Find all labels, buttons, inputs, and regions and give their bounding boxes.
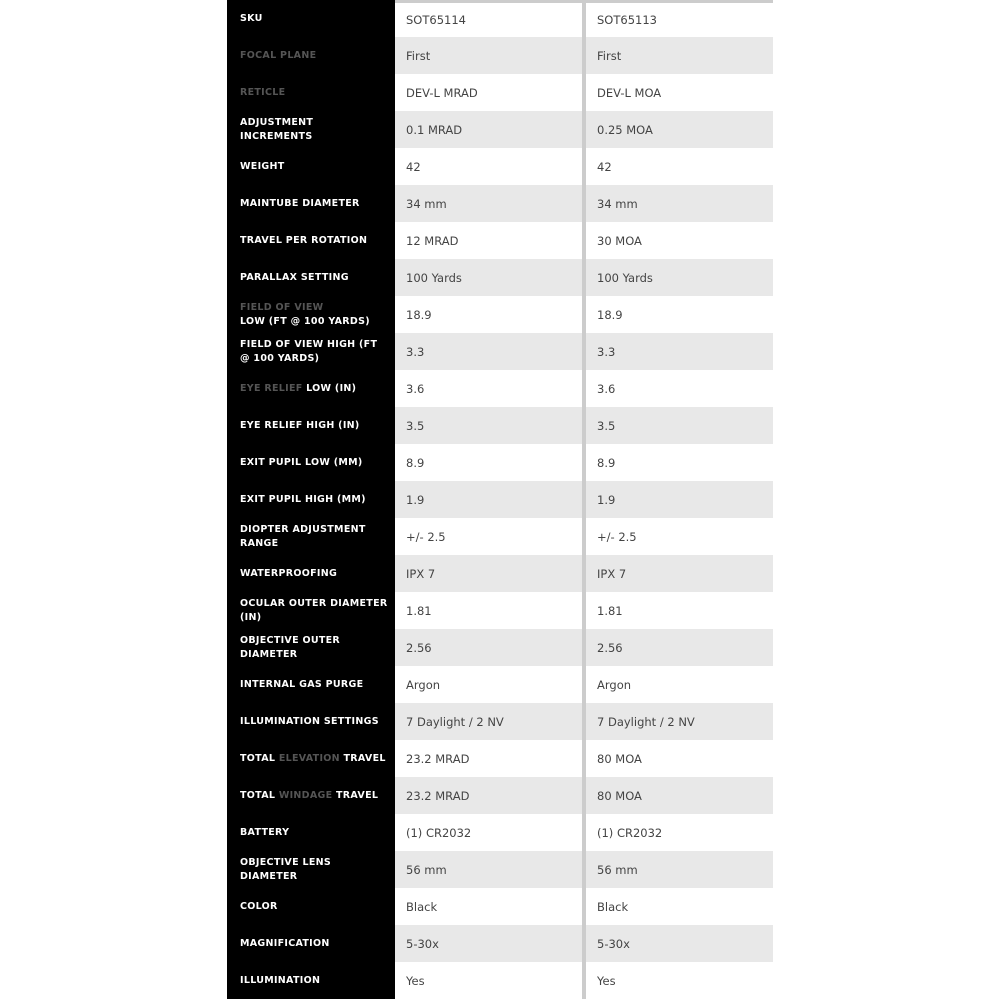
spec-value-sot65113: 100 Yards	[597, 270, 653, 285]
spec-label	[227, 185, 395, 222]
spec-label-part: OCULAR OUTER DIAMETER (IN)	[240, 597, 388, 623]
table-row	[227, 481, 773, 518]
spec-label-part: OBJECTIVE OUTER DIAMETER	[240, 634, 341, 660]
table-row	[227, 0, 773, 37]
spec-label	[227, 962, 395, 999]
spec-value-sot65114: SOT65114	[395, 0, 582, 37]
spec-value-sot65114: 23.2 MRAD	[406, 751, 470, 766]
table-row	[227, 851, 773, 888]
spec-label-part: TOTAL	[240, 752, 279, 764]
table-row	[227, 962, 773, 999]
spec-label	[227, 148, 395, 185]
spec-label-part: WEIGHT	[240, 160, 285, 172]
spec-label-part: FIELD OF VIEW	[240, 301, 324, 313]
table-row	[227, 888, 773, 925]
spec-value-sot65113: 30 MOA	[597, 233, 642, 248]
spec-comparison-table	[227, 0, 773, 999]
spec-label-part: LOW (IN)	[302, 382, 357, 394]
spec-value-sot65113: DEV-L MOA	[597, 85, 662, 100]
spec-label	[227, 481, 395, 518]
spec-value-sot65113: 42	[597, 159, 612, 174]
table-row	[227, 222, 773, 259]
spec-label	[227, 518, 395, 555]
spec-value-sot65114: 2.56	[406, 640, 432, 655]
spec-label	[227, 555, 395, 592]
table-row	[227, 148, 773, 185]
spec-label	[227, 259, 395, 296]
spec-label	[227, 666, 395, 703]
spec-value-sot65114: 1.81	[406, 603, 432, 618]
spec-value-sot65114: IPX 7	[406, 566, 436, 581]
spec-value-sot65113: 1.81	[597, 603, 623, 618]
spec-value-sot65114: 0.1 MRAD	[406, 122, 463, 137]
spec-label	[227, 296, 395, 333]
spec-label	[227, 74, 395, 111]
spec-value-sot65113: 80 MOA	[597, 751, 642, 766]
spec-label-part: LOW (FT @ 100 YARDS)	[240, 315, 370, 327]
spec-label	[227, 370, 395, 407]
table-row	[227, 259, 773, 296]
spec-label-part: FOCAL PLANE	[240, 49, 317, 61]
spec-value-sot65113: 34 mm	[597, 196, 638, 211]
spec-label-part: SKU	[240, 12, 263, 24]
table-row	[227, 333, 773, 370]
spec-value-sot65113: 8.9	[597, 455, 616, 470]
spec-label	[227, 0, 395, 37]
spec-value-sot65114: First	[406, 48, 431, 63]
spec-label-part: OBJECTIVE LENS DIAMETER	[240, 856, 332, 882]
spec-value-sot65113: First	[597, 48, 622, 63]
spec-label-part: MAGNIFICATION	[240, 937, 330, 949]
table-row	[227, 111, 773, 148]
table-row	[227, 814, 773, 851]
spec-value-sot65113: 56 mm	[597, 862, 638, 877]
table-row	[227, 370, 773, 407]
spec-value-sot65114: Argon	[406, 677, 441, 692]
table-row	[227, 740, 773, 777]
spec-label	[227, 703, 395, 740]
table-row	[227, 37, 773, 74]
spec-label-part: TRAVEL	[332, 789, 379, 801]
spec-value-sot65114: 1.9	[406, 492, 425, 507]
spec-label	[227, 111, 395, 148]
spec-value-sot65113: IPX 7	[597, 566, 627, 581]
table-row	[227, 185, 773, 222]
spec-value-sot65114: 12 MRAD	[406, 233, 459, 248]
spec-value-sot65113: 3.6	[597, 381, 616, 396]
spec-value-sot65113: (1) CR2032	[597, 825, 663, 840]
spec-value-sot65114: 3.6	[406, 381, 425, 396]
spec-value-sot65114: DEV-L MRAD	[406, 85, 478, 100]
spec-label	[227, 407, 395, 444]
spec-label-part: MAINTUBE DIAMETER	[240, 197, 360, 209]
spec-label-part: TRAVEL	[339, 752, 386, 764]
spec-value-sot65114: (1) CR2032	[406, 825, 472, 840]
spec-value-sot65114: 3.5	[406, 418, 425, 433]
table-row	[227, 407, 773, 444]
spec-value-sot65113: Yes	[597, 973, 616, 988]
spec-value-sot65114: 18.9	[406, 307, 432, 322]
spec-label	[227, 740, 395, 777]
spec-label	[227, 222, 395, 259]
spec-label-part: RETICLE	[240, 86, 286, 98]
spec-label	[227, 37, 395, 74]
spec-value-sot65114: Black	[406, 899, 438, 914]
spec-label-part: EYE RELIEF HIGH (IN)	[240, 419, 360, 431]
spec-label	[227, 592, 395, 629]
table-row	[227, 703, 773, 740]
spec-label-part: TRAVEL PER ROTATION	[240, 234, 368, 246]
spec-value-sot65113: 7 Daylight / 2 NV	[597, 714, 695, 729]
table-row	[227, 296, 773, 333]
spec-label-part: INTERNAL GAS PURGE	[240, 678, 364, 690]
spec-label-part: ADJUSTMENT INCREMENTS	[240, 116, 314, 142]
table-row	[227, 777, 773, 814]
spec-value-sot65114: 56 mm	[406, 862, 447, 877]
spec-value-sot65113: 18.9	[597, 307, 623, 322]
spec-value-sot65114: 100 Yards	[406, 270, 462, 285]
spec-value-sot65114: Yes	[406, 973, 425, 988]
spec-label	[227, 444, 395, 481]
table-row	[227, 925, 773, 962]
spec-value-sot65113: 3.5	[597, 418, 616, 433]
table-row	[227, 592, 773, 629]
spec-label	[227, 888, 395, 925]
spec-label-part: FIELD OF VIEW HIGH (FT @ 100 YARDS)	[240, 338, 378, 364]
spec-label-part: WATERPROOFING	[240, 567, 338, 579]
spec-value-sot65113: SOT65113	[586, 0, 773, 37]
spec-label	[227, 777, 395, 814]
table-row	[227, 74, 773, 111]
spec-label-part: WINDAGE	[278, 789, 333, 801]
spec-value-sot65114: 3.3	[406, 344, 425, 359]
spec-value-sot65113: Black	[597, 899, 629, 914]
spec-value-sot65114: 42	[406, 159, 421, 174]
spec-value-sot65114: +/- 2.5	[406, 529, 446, 544]
spec-label-part: EXIT PUPIL LOW (MM)	[240, 456, 363, 468]
table-row	[227, 444, 773, 481]
spec-value-sot65114: 23.2 MRAD	[406, 788, 470, 803]
spec-label-part: EYE RELIEF	[240, 382, 303, 394]
spec-label-part: ELEVATION	[278, 752, 340, 764]
spec-label-part: ILLUMINATION SETTINGS	[240, 715, 379, 727]
spec-value-sot65113: 80 MOA	[597, 788, 642, 803]
spec-value-sot65113: 5-30x	[597, 936, 630, 951]
spec-label	[227, 333, 395, 370]
spec-value-sot65113: 2.56	[597, 640, 623, 655]
spec-value-sot65114: 5-30x	[406, 936, 439, 951]
spec-value-sot65113: +/- 2.5	[597, 529, 637, 544]
spec-label-part: PARALLAX SETTING	[240, 271, 349, 283]
spec-value-sot65113: 1.9	[597, 492, 616, 507]
spec-value-sot65113: Argon	[597, 677, 632, 692]
spec-value-sot65114: 34 mm	[406, 196, 447, 211]
spec-label	[227, 814, 395, 851]
spec-label-part: TOTAL	[240, 789, 279, 801]
spec-value-sot65114: 8.9	[406, 455, 425, 470]
spec-value-sot65113: 0.25 MOA	[597, 122, 653, 137]
spec-label-part: DIOPTER ADJUSTMENT RANGE	[240, 523, 366, 549]
spec-label	[227, 629, 395, 666]
spec-value-sot65113: 3.3	[597, 344, 616, 359]
spec-label-part: ILLUMINATION	[240, 974, 321, 986]
spec-label-part: BATTERY	[240, 826, 290, 838]
spec-label-part: EXIT PUPIL HIGH (MM)	[240, 493, 366, 505]
spec-label-part: COLOR	[240, 900, 278, 912]
table-row	[227, 666, 773, 703]
table-row	[227, 555, 773, 592]
table-row	[227, 518, 773, 555]
spec-label	[227, 851, 395, 888]
table-row	[227, 629, 773, 666]
spec-label	[227, 925, 395, 962]
spec-value-sot65114: 7 Daylight / 2 NV	[406, 714, 504, 729]
